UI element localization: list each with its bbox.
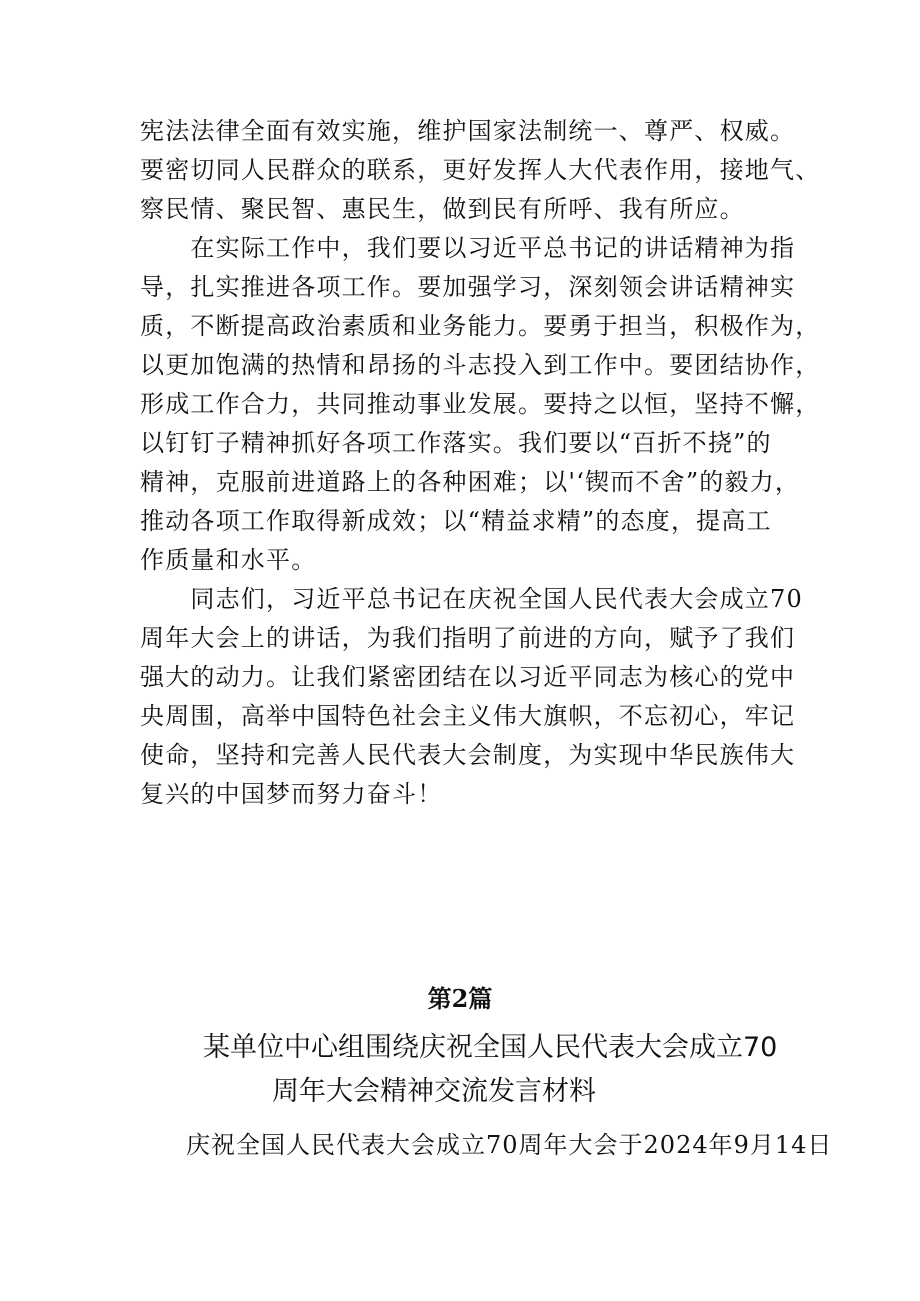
body-line: 要密切同人民群众的联系，更好发挥人大代表作用，接地气、 [140, 156, 821, 184]
body-line: 察民情、聚民智、惠民生，做到民有所呼、我有所应。 [140, 195, 745, 223]
section-label: 第2篇 [427, 984, 493, 1013]
body-line: 复兴的中国梦而努力奋斗！ [140, 780, 443, 808]
body-first-line: 庆祝全国人民代表大会成立70周年大会于2024年9月14日 [186, 1131, 833, 1159]
body-text [140, 112, 821, 814]
body-line: 作质量和水平。 [140, 546, 317, 574]
article-title-line-2: 周年大会精神交流发言材料 [272, 1076, 596, 1107]
body-line: 使命，坚持和完善人民代表大会制度，为实现中华民族伟大 [140, 741, 796, 769]
body-line: 导，扎实推进各项工作。要加强学习，深刻领会讲话精神实 [140, 273, 796, 301]
body-line: 央周围，高举中国特色社会主义伟大旗帜，不忘初心，牢记 [140, 702, 796, 730]
body-line: 质，不断提高政治素质和业务能力。要勇于担当，积极作为， [140, 312, 821, 340]
body-line: 精神，克服前进道路上的各种困难；以'‘锲而不舍”的毅力， [140, 468, 801, 496]
body-line: 推动各项工作取得新成效；以“精益求精”的态度，提高工 [140, 507, 772, 535]
article-title-line-1: 某单位中心组围绕庆祝全国人民代表大会成立70 [203, 1032, 778, 1063]
body-line: 周年大会上的讲话，为我们指明了前进的方向，赋予了我们 [140, 624, 796, 652]
body-line: 宪法法律全面有效实施，维护国家法制统一、尊严、权威。 [140, 117, 796, 145]
body-line: 形成工作合力，共同推动事业发展。要持之以恒，坚持不懈， [140, 390, 821, 418]
body-line: 以钉钉子精神抓好各项工作落实。我们要以“百折不挠”的 [140, 429, 772, 457]
body-line: 在实际工作中，我们要以习近平总书记的讲话精神为指 [140, 234, 796, 262]
body-line: 同志们，习近平总书记在庆祝全国人民代表大会成立70 [140, 585, 803, 613]
body-line: 以更加饱满的热情和昂扬的斗志投入到工作中。要团结协作， [140, 351, 821, 379]
body-line: 强大的动力。让我们紧密团结在以习近平同志为核心的党中 [140, 663, 796, 691]
